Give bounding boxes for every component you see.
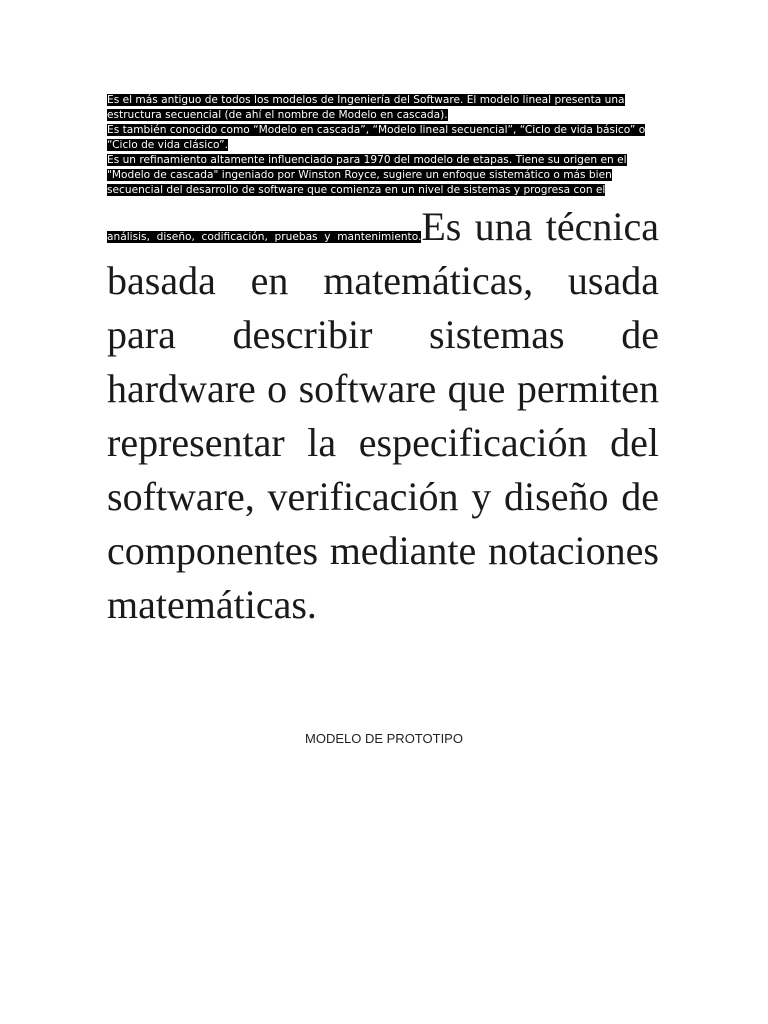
paragraph-waterfall-intro — [107, 93, 661, 123]
section-heading: MODELO DE PROTOTIPO — [305, 731, 463, 746]
highlighted-text: Es el más antiguo de todos los modelos de Ingeniería del Software. El modelo lineal presenta una estructura secuencial (de ahí el nombre de Modelo en cascada). — [107, 94, 625, 121]
paragraph-waterfall-origin — [107, 153, 661, 198]
highlighted-tail-text: análisis, diseño, codificación, pruebas y mantenimiento. — [107, 231, 422, 243]
paragraph-waterfall-aliases — [107, 123, 661, 153]
highlighted-text: Es un refinamiento altamente influenciado para 1970 del modelo de etapas. Tiene su origen en el "Modelo de cascada" ingeniado por Winston Royce, sugiere un enfoque sistemático o más bien secuencial del desarrollo de software que comienza en un nivel de sistemas y progresa con el — [107, 154, 627, 196]
formal-methods-paragraph — [107, 200, 659, 632]
highlighted-text-block — [107, 93, 661, 198]
formal-methods-text: Es una técnica basada en matemáticas, usada para describir sistemas de hardware o software que permiten representar la especificación del software, verificación y diseño de componentes mediante notaciones matemáticas. — [107, 204, 659, 627]
highlighted-text: Es también conocido como “Modelo en cascada”, “Modelo lineal secuencial”, “Ciclo de vida básico” o “Ciclo de vida clásico”. — [107, 124, 646, 151]
